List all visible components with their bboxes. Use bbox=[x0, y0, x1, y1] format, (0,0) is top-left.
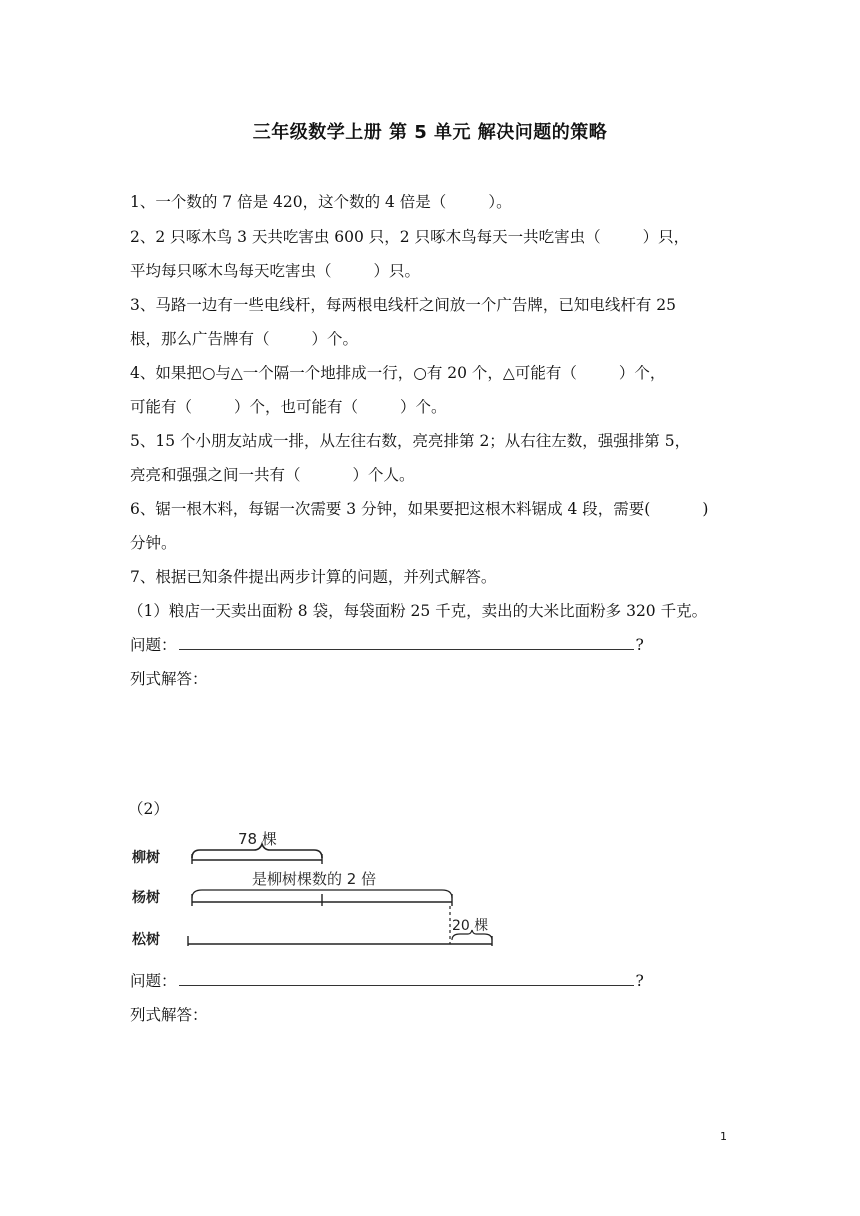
question-4-line-1 bbox=[130, 361, 665, 383]
question-label: 问题： bbox=[130, 636, 177, 654]
label-double: 是柳树棵数的 2 倍 bbox=[252, 870, 377, 888]
diagram-row-labels bbox=[132, 849, 160, 948]
row-label-willow: 柳树 bbox=[132, 850, 160, 866]
question-5-line-1 bbox=[130, 429, 690, 451]
question-3-line-2 bbox=[130, 327, 358, 349]
question-answer-line[interactable] bbox=[179, 635, 634, 650]
question-5-text: 5、15 个小朋友站成一排，从左往右数，亮亮排第 2；从右往左数，强强排第 5， bbox=[130, 432, 691, 450]
question-answer-line[interactable] bbox=[179, 971, 634, 986]
question-2-text: 2、2 只啄木鸟 3 天共吃害虫 600 只，2 只啄木鸟每天一共吃害虫（ bbox=[130, 228, 601, 246]
question-4-end: ）个， bbox=[618, 364, 666, 382]
question-3-line-1 bbox=[130, 293, 676, 315]
question-7-1-question bbox=[130, 633, 644, 655]
question-1 bbox=[130, 190, 512, 212]
question-6-end: ) bbox=[702, 500, 709, 518]
question-7-1 bbox=[128, 599, 707, 621]
question-6-text: 6、锯一根木料，每锯一次需要 3 分钟，如果要把这根木料锯成 4 段，需要( bbox=[130, 500, 651, 518]
question-4-line-2 bbox=[130, 395, 447, 417]
question-5-line-2 bbox=[130, 463, 415, 485]
question-3-text-2: 根，那么广告牌有（ bbox=[130, 330, 270, 348]
question-mark: ? bbox=[635, 636, 644, 654]
question-3-end: ）个。 bbox=[311, 330, 359, 348]
answer-label: 列式解答： bbox=[130, 670, 208, 688]
question-5-text-2: 亮亮和强强之间一共有（ bbox=[130, 466, 301, 484]
question-4-mid: ）个，也可能有（ bbox=[234, 398, 359, 416]
question-4-text: 4、如果把○与△一个隔一个地排成一行，○有 20 个，△可能有（ bbox=[130, 364, 577, 382]
question-6-line-2 bbox=[130, 531, 177, 553]
question-3-text: 3、马路一边有一些电线杆，每两根电线杆之间放一个广告牌，已知电线杆有 25 bbox=[130, 296, 677, 314]
page-title: 三年级数学上册 第 5 单元 解决问题的策略 bbox=[252, 122, 608, 143]
question-2-line-2 bbox=[130, 259, 420, 281]
question-label: 问题： bbox=[130, 972, 177, 990]
question-mark: ? bbox=[635, 972, 644, 990]
answer-label: 列式解答： bbox=[130, 1006, 208, 1024]
question-7-2-question bbox=[130, 969, 644, 991]
question-2-text-2: 平均每只啄木鸟每天吃害虫（ bbox=[130, 262, 332, 280]
question-7-2-text: （2） bbox=[128, 800, 169, 818]
question-6-line-1 bbox=[130, 497, 708, 519]
label-20: 20 棵 bbox=[452, 918, 489, 934]
page-number: 1 bbox=[720, 1130, 727, 1143]
question-1-text: 1、一个数的 7 倍是 420，这个数的 4 倍是（ bbox=[130, 193, 447, 211]
question-6-text-2: 分钟。 bbox=[130, 534, 177, 552]
question-4-text-2: 可能有（ bbox=[130, 398, 193, 416]
label-78: 78 棵 bbox=[238, 830, 277, 848]
question-2-end-2: ）只。 bbox=[373, 262, 421, 280]
question-7-2 bbox=[128, 797, 169, 819]
question-7-1-answer bbox=[130, 667, 208, 689]
segment-diagram bbox=[130, 822, 510, 957]
question-5-end: ）个人。 bbox=[352, 466, 415, 484]
question-2-line-1 bbox=[130, 225, 689, 247]
row-label-poplar: 杨树 bbox=[132, 890, 160, 906]
question-7 bbox=[130, 565, 496, 587]
question-4-end-2: ）个。 bbox=[400, 398, 447, 416]
question-7-2-answer bbox=[130, 1003, 208, 1025]
question-2-end: ）只， bbox=[642, 228, 690, 246]
question-7-text: 7、根据已知条件提出两步计算的问题，并列式解答。 bbox=[130, 568, 497, 586]
question-7-1-text: （1）粮店一天卖出面粉 8 袋，每袋面粉 25 千克，卖出的大米比面粉多 320 千克。 bbox=[128, 602, 708, 620]
row-label-pine: 松树 bbox=[132, 932, 160, 948]
question-1-end: ）。 bbox=[488, 193, 512, 211]
